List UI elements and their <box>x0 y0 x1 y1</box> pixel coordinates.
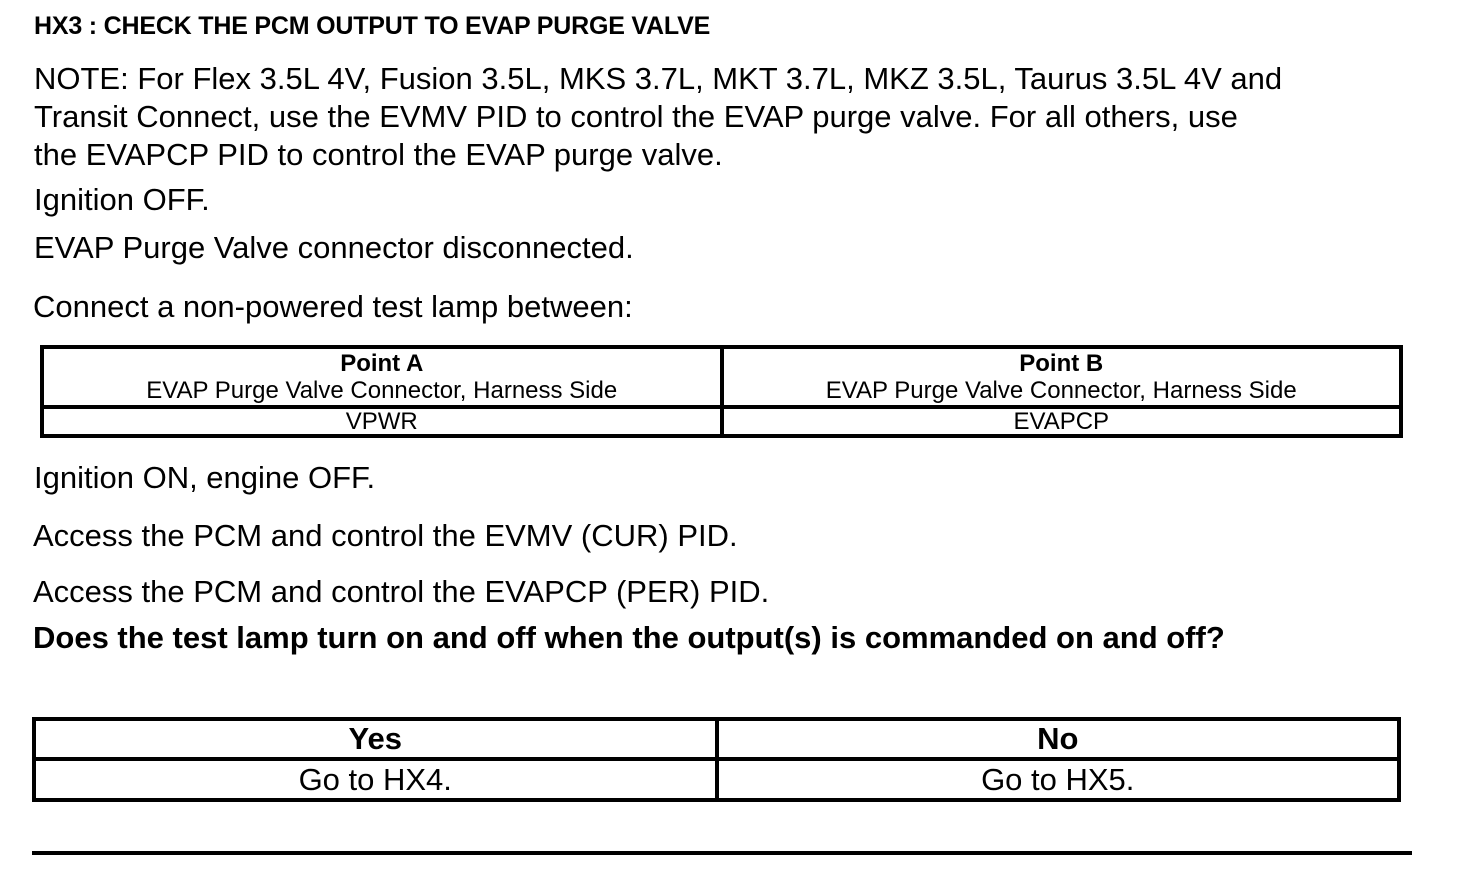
step-title: HX3 : CHECK THE PCM OUTPUT TO EVAP PURGE VALVE <box>34 12 711 40</box>
point-b-value: EVAPCP <box>722 407 1402 436</box>
diagnostic-question: Does the test lamp turn on and off when the output(s) is commanded on and off? <box>33 620 1225 655</box>
point-b-subheader: EVAP Purge Valve Connector, Harness Side <box>825 377 1297 404</box>
yes-header: Yes <box>34 719 717 759</box>
step-connect-test-lamp: Connect a non-powered test lamp between: <box>33 289 633 324</box>
point-a-header: Point A <box>340 350 424 377</box>
no-action-link[interactable]: Go to HX5. <box>717 759 1400 800</box>
note-text <box>34 60 1414 174</box>
answer-table <box>32 717 1401 802</box>
no-header: No <box>717 719 1400 759</box>
point-b-header: Point B <box>1019 350 1104 377</box>
point-a-subheader: EVAP Purge Valve Connector, Harness Side <box>146 377 618 404</box>
note-line: NOTE: For Flex 3.5L 4V, Fusion 3.5L, MKS 3.7L, MKT 3.7L, MKZ 3.5L, Taurus 3.5L 4V and <box>34 61 1283 96</box>
point-a-value: VPWR <box>42 407 722 436</box>
step-connector-disconnected: EVAP Purge Valve connector disconnected. <box>34 230 634 265</box>
section-divider <box>32 851 1412 855</box>
note-line: the EVAPCP PID to control the EVAP purge valve. <box>34 137 723 172</box>
test-lamp-table <box>40 345 1403 438</box>
step-control-evapcp: Access the PCM and control the EVAPCP (PER) PID. <box>33 574 770 609</box>
note-line: Transit Connect, use the EVMV PID to control the EVAP purge valve. For all others, use <box>34 99 1238 134</box>
yes-action-link[interactable]: Go to HX4. <box>34 759 717 800</box>
point-a-header-cell <box>42 347 722 407</box>
step-ignition-on: Ignition ON, engine OFF. <box>34 460 376 495</box>
point-b-header-cell <box>722 347 1402 407</box>
step-ignition-off: Ignition OFF. <box>34 182 210 217</box>
step-control-evmv: Access the PCM and control the EVMV (CUR) PID. <box>33 518 738 553</box>
